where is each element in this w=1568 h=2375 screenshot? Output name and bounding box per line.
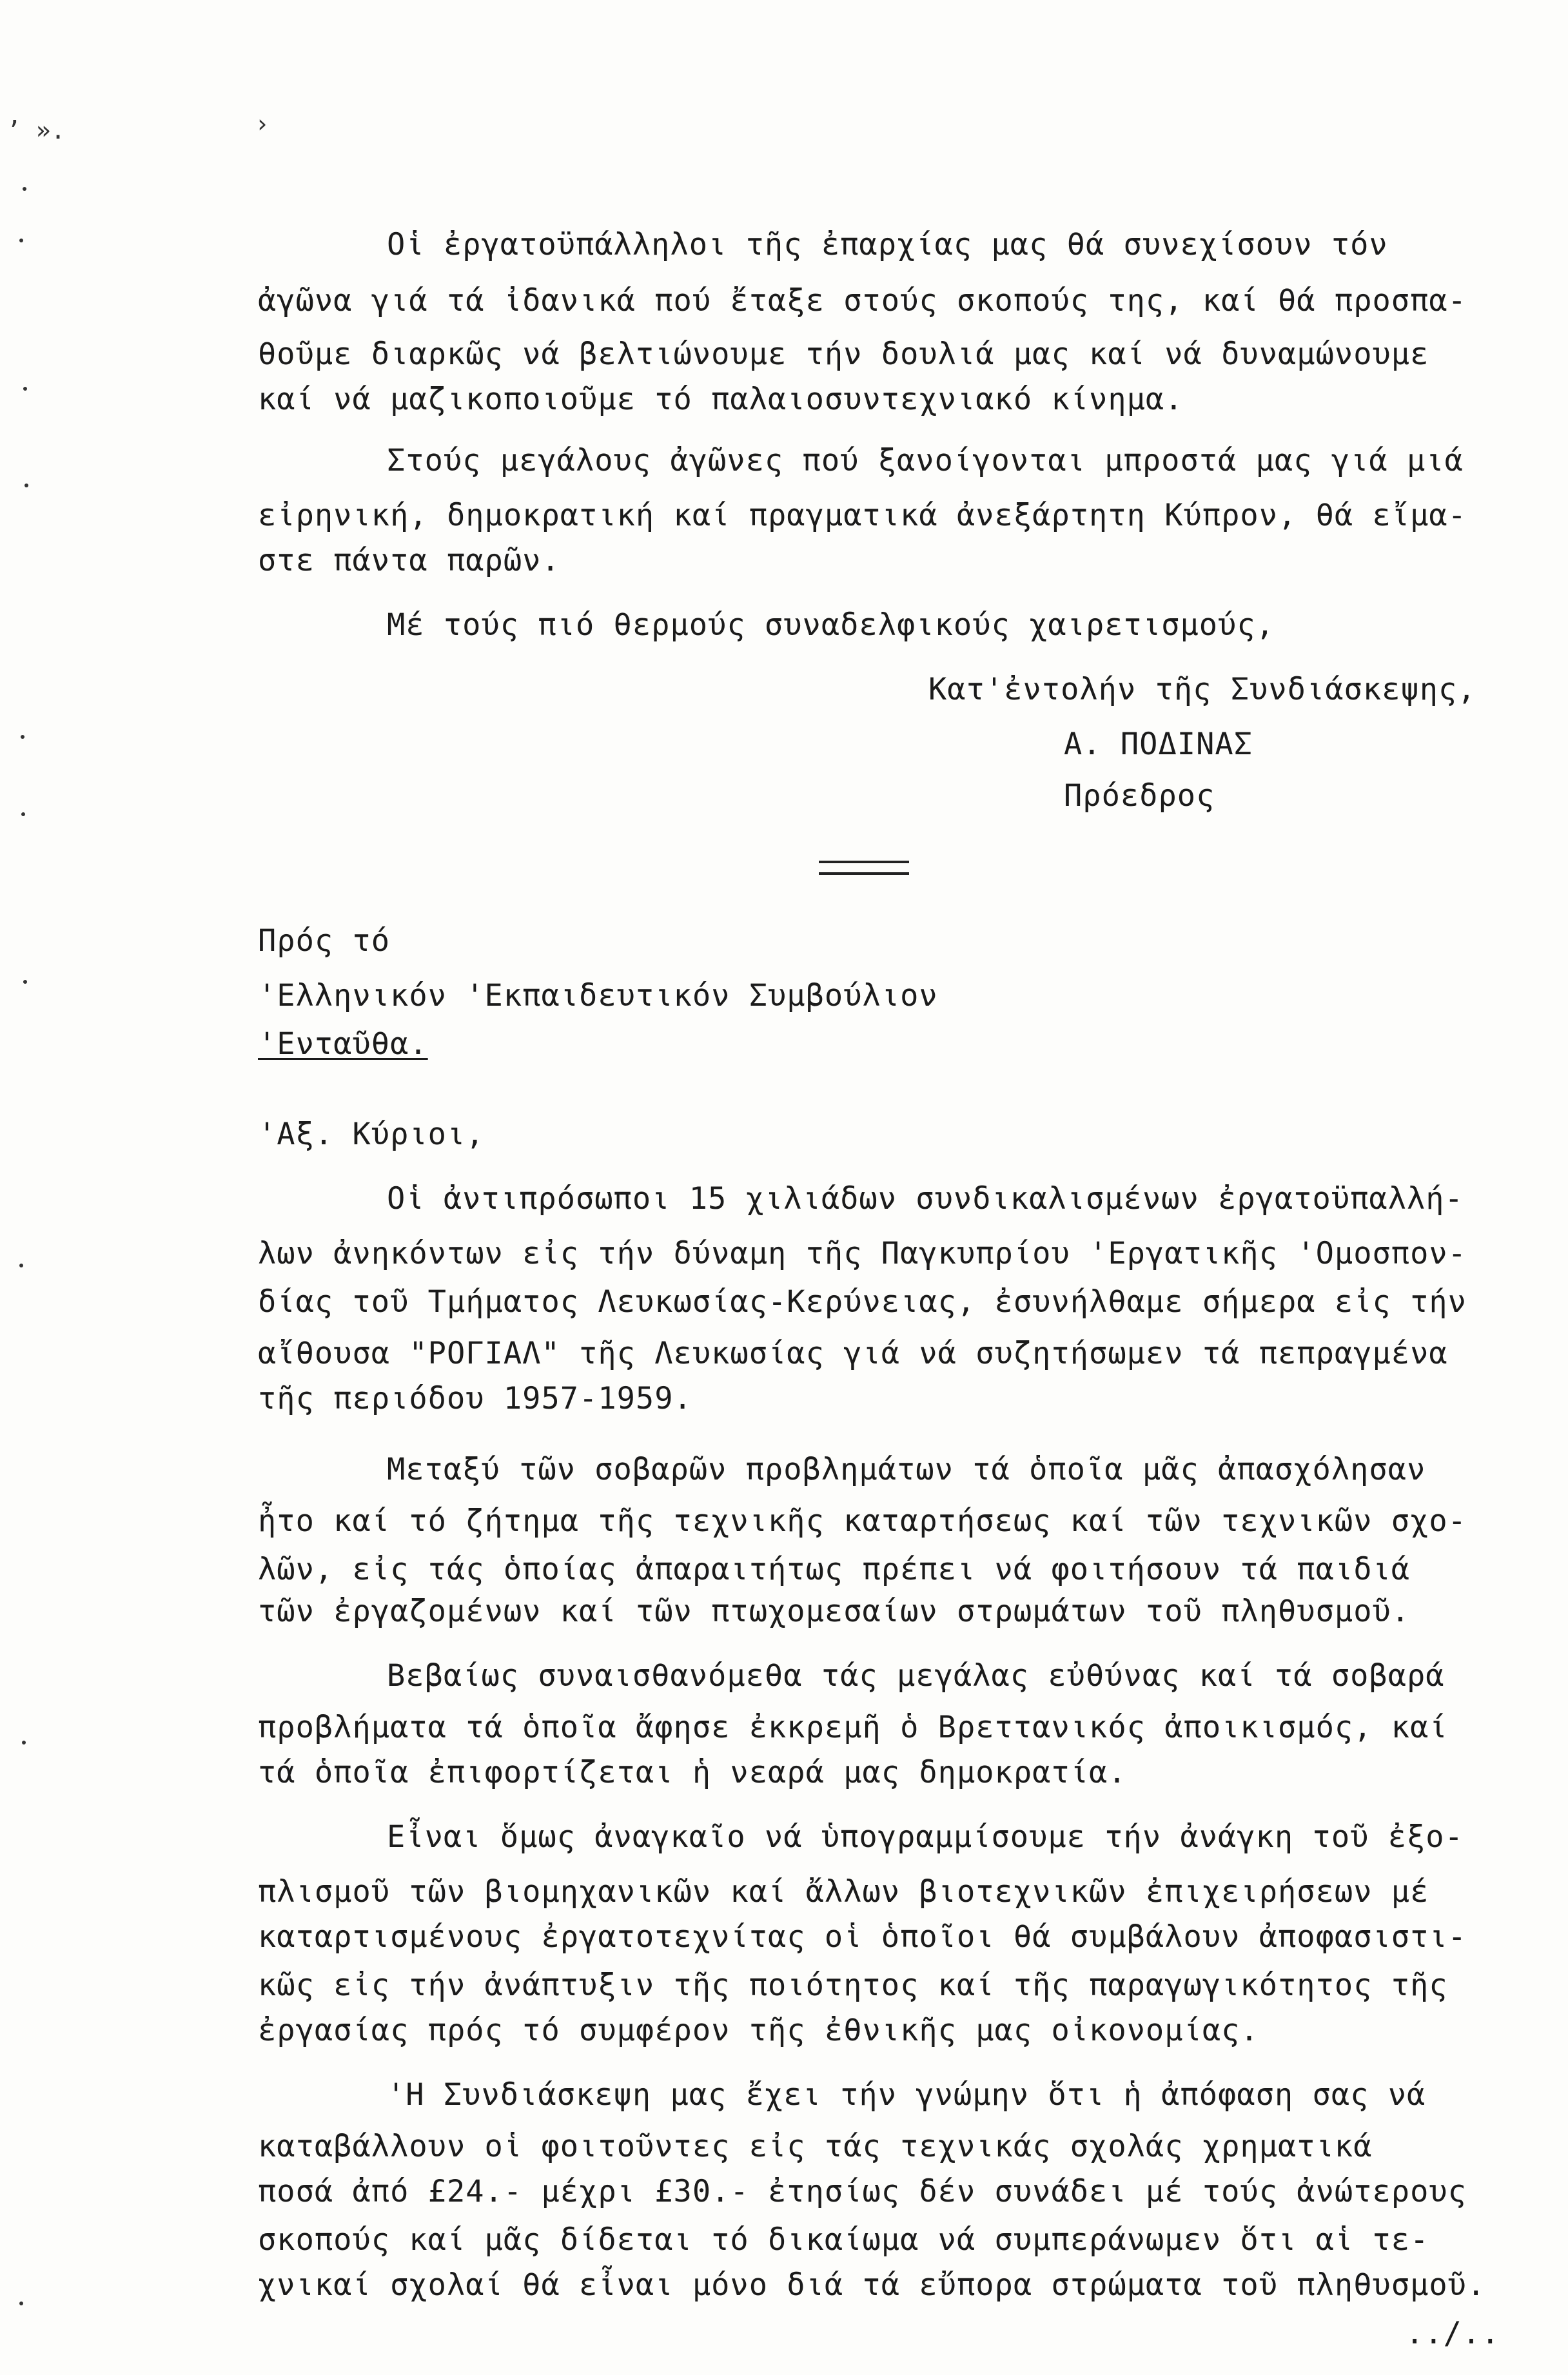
body-line: τῆς περιόδου 1957-1959.: [258, 1381, 692, 1416]
body-line: Μεταξύ τῶν σοβαρῶν προβλημάτων τά ὁποῖα μᾶς ἀπασχόλησαν: [387, 1452, 1426, 1487]
signature-title: Πρόεδρος: [1064, 778, 1215, 814]
body-line: Βεβαίως συναισθανόμεθα τάς μεγάλας εὐθύνας καί τά σοβαρά: [387, 1658, 1445, 1694]
margin-speck: [23, 387, 27, 391]
body-line: τά ὁποῖα ἐπιφορτίζεται ἡ νεαρά μας δημοκρατία.: [258, 1755, 1127, 1790]
body-line: 'Η Συνδιάσκεψη μας ἔχει τήν γνώμην ὅτι ἡ ἀπόφαση σας νά: [387, 2077, 1426, 2113]
margin-speck: [21, 735, 24, 739]
salutation: 'Αξ. Κύριοι,: [258, 1117, 485, 1152]
margin-speck: [21, 812, 25, 816]
body-line: καταβάλλουν οἱ φοιτοῦντες εἰς τάς τεχνικάς σχολάς χρηματικά: [258, 2129, 1373, 2164]
body-line: ἦτο καί τό ζήτημα τῆς τεχνικῆς καταρτήσεως καί τῶν τεχνικῶν σχο-: [258, 1503, 1467, 1539]
body-line: λῶν, εἰς τάς ὁποίας ἀπαραιτήτως πρέπει νά φοιτήσουν τά παιδιά: [258, 1552, 1411, 1587]
body-line: καταρτισμένους ἐργατοτεχνίτας οἱ ὁποῖοι θά συμβάλουν ἀποφασιστι-: [258, 1919, 1467, 1955]
closing-line: Οἱ ἐργατοϋπάλληλοι τῆς ἐπαρχίας μας θά συνεχίσουν τόν: [387, 227, 1388, 262]
body-line: προβλήματα τά ὁποῖα ἄφησε ἐκκρεμῆ ὁ Βρεττανικός ἀποικισμός, καί: [258, 1710, 1448, 1745]
body-line: λων ἀνηκόντων εἰς τήν δύναμη τῆς Παγκυπρίου 'Εργατικῆς 'Ομοσπον-: [258, 1236, 1467, 1271]
signature-on-behalf: Κατ'ἐντολήν τῆς Συνδιάσκεψης,: [928, 672, 1476, 707]
struggle-line: στε πάντα παρῶν.: [258, 543, 560, 578]
body-line: Οἱ ἀντιπρόσωποι 15 χιλιάδων συνδικαλισμένων ἐργατοϋπαλλή-: [387, 1181, 1464, 1217]
body-line: ποσά ἀπό £24.- μέχρι £30.- ἐτησίως δέν συνάδει μέ τούς ἀνώτερους: [258, 2174, 1467, 2209]
address-line: 'Ελληνικόν 'Εκπαιδευτικόν Συμβούλιον: [258, 978, 938, 1013]
margin-speck: [19, 2302, 23, 2305]
body-line: πλισμοῦ τῶν βιομηχανικῶν καί ἄλλων βιοτεχνικῶν ἐπιχειρήσεων μέ: [258, 1874, 1429, 1910]
struggle-line: Στούς μεγάλους ἀγῶνες πού ξανοίγονται μπροστά μας γιά μιά: [387, 443, 1464, 478]
greeting: Μέ τούς πιό θερμούς συναδελφικούς χαιρετισμούς,: [387, 607, 1275, 643]
page-continuation: ../..: [1406, 2316, 1500, 2351]
margin-speck: [19, 1264, 23, 1267]
margin-speck: [24, 484, 28, 487]
margin-speck: [23, 980, 27, 984]
closing-line: θοῦμε διαρκῶς νά βελτιώνουμε τήν δουλιά μας καί νά δυναμώνουμε: [258, 337, 1429, 372]
body-line: Εἶναι ὅμως ἀναγκαῖο νά ὑπογραμμίσουμε τήν ἀνάγκη τοῦ ἐξο-: [387, 1819, 1464, 1855]
body-line: ἐργασίας πρός τό συμφέρον τῆς ἐθνικῆς μας οἰκονομίας.: [258, 2013, 1259, 2048]
margin-speck: [22, 1741, 26, 1745]
signature-name: Α. ΠΟΔΙΝΑΣ: [1064, 727, 1253, 762]
closing-line: καί νά μαζικοποιοῦμε τό παλαιοσυντεχνιακό κίνημα.: [258, 382, 1184, 417]
body-line: κῶς εἰς τήν ἀνάπτυξιν τῆς ποιότητος καί τῆς παραγωγικότητος τῆς: [258, 1968, 1448, 2003]
address-line: 'Ενταῦθα.: [258, 1026, 428, 1062]
body-line: αἴθουσα "ΡΟΓΙΑΛ" τῆς Λευκωσίας γιά νά συζητήσωμεν τά πεπραγμένα: [258, 1336, 1448, 1371]
body-line: τῶν ἐργαζομένων καί τῶν πτωχομεσαίων στρωμάτων τοῦ πληθυσμοῦ.: [258, 1594, 1411, 1629]
corner-mark: ʼ ».: [6, 116, 66, 144]
margin-speck: [19, 239, 23, 242]
address-line: Πρός τό: [258, 923, 391, 959]
body-line: δίας τοῦ Τμήματος Λευκωσίας-Κερύνειας, ἐσυνήλθαμε σήμερα εἰς τήν: [258, 1284, 1467, 1320]
top-mark: ›: [255, 110, 270, 138]
section-divider: [819, 861, 909, 875]
margin-speck: [23, 187, 26, 191]
closing-line: ἀγῶνα γιά τά ἰδανικά πού ἔταξε στούς σκοπούς της, καί θά προσπα-: [258, 283, 1467, 318]
body-line: χνικαί σχολαί θά εἶναι μόνο διά τά εὔπορα στρώματα τοῦ πληθυσμοῦ.: [258, 2267, 1486, 2303]
struggle-line: εἰρηνική, δημοκρατική καί πραγματικά ἀνεξάρτητη Κύπρον, θά εἴμα-: [258, 498, 1467, 533]
body-line: σκοπούς καί μᾶς δίδεται τό δικαίωμα νά συμπεράνωμεν ὅτι αἱ τε-: [258, 2222, 1429, 2258]
